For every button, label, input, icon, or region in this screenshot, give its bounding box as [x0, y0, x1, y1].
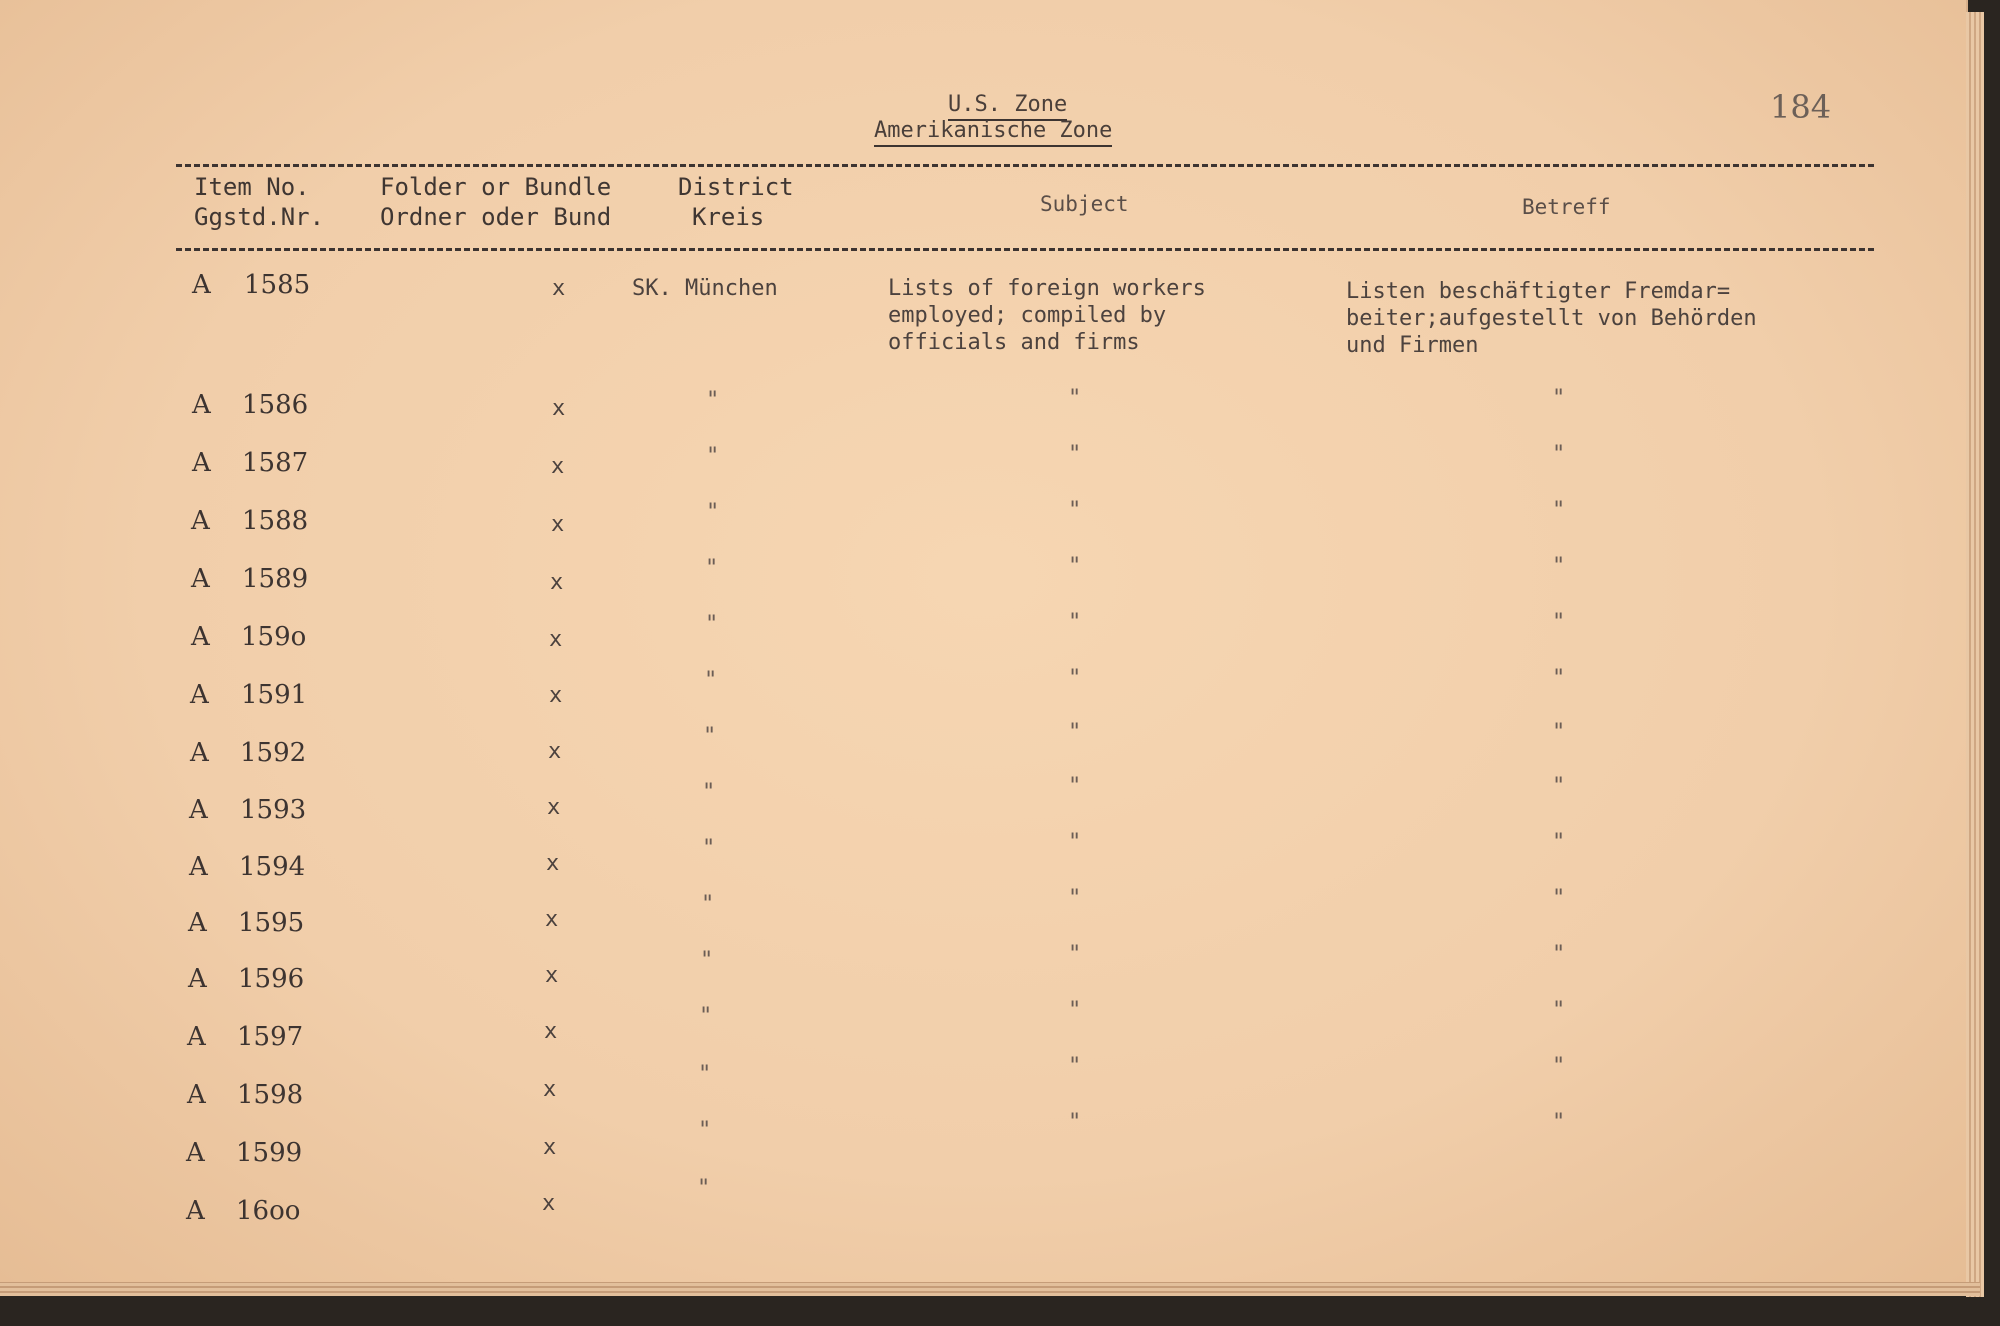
row-prefix: A	[190, 738, 209, 768]
row-district: "	[697, 1176, 711, 1201]
row-betreff: "	[1552, 1054, 1566, 1079]
row-district: "	[706, 388, 720, 413]
row-subject: "	[1068, 386, 1082, 411]
row-subject: "	[1068, 774, 1082, 799]
row-district: "	[703, 724, 717, 749]
row-folder-mark: x	[548, 739, 562, 764]
row-subject: "	[1068, 886, 1082, 911]
header-top-rule	[176, 164, 1874, 167]
row-prefix: A	[186, 1196, 205, 1226]
row-betreff-line: Listen beschäftigter Fremdar=	[1346, 279, 1731, 304]
row-district: "	[705, 556, 719, 581]
row-prefix: A	[191, 506, 210, 536]
row-folder-mark: x	[552, 276, 566, 301]
row-district: "	[702, 780, 716, 805]
col-item-de: Ggstd.Nr.	[194, 203, 325, 231]
row-number: 159o	[241, 622, 307, 652]
row-district: "	[705, 612, 719, 637]
page-stack-bottom	[0, 1282, 1980, 1296]
row-district: "	[701, 892, 715, 917]
row-number: 1586	[242, 390, 309, 420]
row-prefix: A	[191, 622, 210, 652]
row-betreff: "	[1552, 554, 1566, 579]
row-district: "	[706, 500, 720, 525]
row-folder-mark: x	[551, 454, 565, 479]
row-betreff: "	[1552, 442, 1566, 467]
row-subject-line: Lists of foreign workers	[888, 276, 1206, 301]
row-prefix: A	[188, 908, 207, 938]
zone-title-en: U.S. Zone	[948, 92, 1067, 121]
row-subject: "	[1068, 720, 1082, 745]
row-district: "	[700, 948, 714, 973]
header-bottom-rule	[176, 248, 1874, 251]
row-folder-mark: x	[546, 851, 560, 876]
row-number: 1591	[241, 680, 308, 710]
row-betreff: "	[1552, 886, 1566, 911]
row-subject: "	[1068, 830, 1082, 855]
row-district: "	[706, 444, 720, 469]
row-subject: "	[1068, 942, 1082, 967]
row-prefix: A	[190, 680, 209, 710]
row-betreff-line: beiter;aufgestellt von Behörden	[1346, 306, 1757, 331]
row-folder-mark: x	[547, 795, 561, 820]
row-number: 16oo	[236, 1196, 301, 1226]
row-betreff: "	[1552, 720, 1566, 745]
row-subject: "	[1068, 1110, 1082, 1135]
row-number: 1599	[236, 1138, 303, 1168]
row-subject-line: officials and firms	[888, 330, 1140, 355]
col-district-de: Kreis	[692, 203, 765, 231]
row-betreff: "	[1552, 386, 1566, 411]
row-number: 1594	[239, 852, 306, 882]
row-folder-mark: x	[545, 907, 559, 932]
col-betreff: Betreff	[1522, 195, 1611, 219]
row-number: 1598	[237, 1080, 304, 1110]
row-betreff: "	[1552, 942, 1566, 967]
row-subject: "	[1068, 666, 1082, 691]
row-prefix: A	[187, 1080, 206, 1110]
row-district: "	[704, 668, 718, 693]
row-betreff: "	[1552, 610, 1566, 635]
row-folder-mark: x	[549, 683, 563, 708]
row-district: "	[699, 1004, 713, 1029]
row-betreff: "	[1552, 998, 1566, 1023]
row-prefix: A	[187, 1022, 206, 1052]
row-subject: "	[1068, 610, 1082, 635]
col-folder-en: Folder or Bundle	[380, 173, 612, 201]
row-folder-mark: x	[543, 1077, 557, 1102]
row-subject: "	[1068, 498, 1082, 523]
row-prefix: A	[192, 390, 211, 420]
col-subject: Subject	[1040, 192, 1129, 216]
row-number: 1585	[244, 270, 311, 300]
row-betreff: "	[1552, 498, 1566, 523]
row-number: 1588	[242, 506, 309, 536]
row-prefix: A	[189, 795, 208, 825]
row-betreff: "	[1552, 666, 1566, 691]
row-prefix: A	[192, 448, 211, 478]
row-district: "	[698, 1062, 712, 1087]
col-district-en: District	[678, 173, 794, 201]
row-number: 1589	[242, 564, 309, 594]
row-number: 1597	[237, 1022, 304, 1052]
row-folder-mark: x	[542, 1191, 556, 1216]
row-number: 1595	[238, 908, 305, 938]
col-folder-de: Ordner oder Bund	[380, 203, 612, 231]
row-number: 1596	[238, 964, 305, 994]
row-number: 1593	[240, 795, 307, 825]
row-prefix: A	[189, 852, 208, 882]
row-folder-mark: x	[543, 1135, 557, 1160]
zone-title-de: Amerikanische Zone	[874, 118, 1112, 147]
row-district: "	[702, 836, 716, 861]
page-number: 184	[1770, 88, 1832, 126]
page-stack-edge	[1966, 12, 1984, 1297]
row-betreff-line: und Firmen	[1346, 333, 1479, 358]
row-prefix: A	[188, 964, 207, 994]
row-prefix: A	[191, 564, 210, 594]
row-subject: "	[1068, 442, 1082, 467]
row-prefix: A	[186, 1138, 205, 1168]
row-prefix: A	[192, 270, 211, 300]
col-item-en: Item No.	[194, 173, 310, 201]
row-betreff: "	[1552, 830, 1566, 855]
row-folder-mark: x	[550, 570, 564, 595]
row-folder-mark: x	[544, 1019, 558, 1044]
row-folder-mark: x	[551, 512, 565, 537]
row-folder-mark: x	[549, 627, 563, 652]
row-folder-mark: x	[545, 963, 559, 988]
row-district: SK. München	[632, 276, 778, 301]
row-subject: "	[1068, 998, 1082, 1023]
row-district: "	[698, 1118, 712, 1143]
row-folder-mark: x	[552, 396, 566, 421]
row-subject: "	[1068, 1054, 1082, 1079]
row-subject-line: employed; compiled by	[888, 303, 1167, 328]
row-subject: "	[1068, 554, 1082, 579]
row-betreff: "	[1552, 1110, 1566, 1135]
row-number: 1592	[240, 738, 307, 768]
row-betreff: "	[1552, 774, 1566, 799]
row-number: 1587	[242, 448, 309, 478]
